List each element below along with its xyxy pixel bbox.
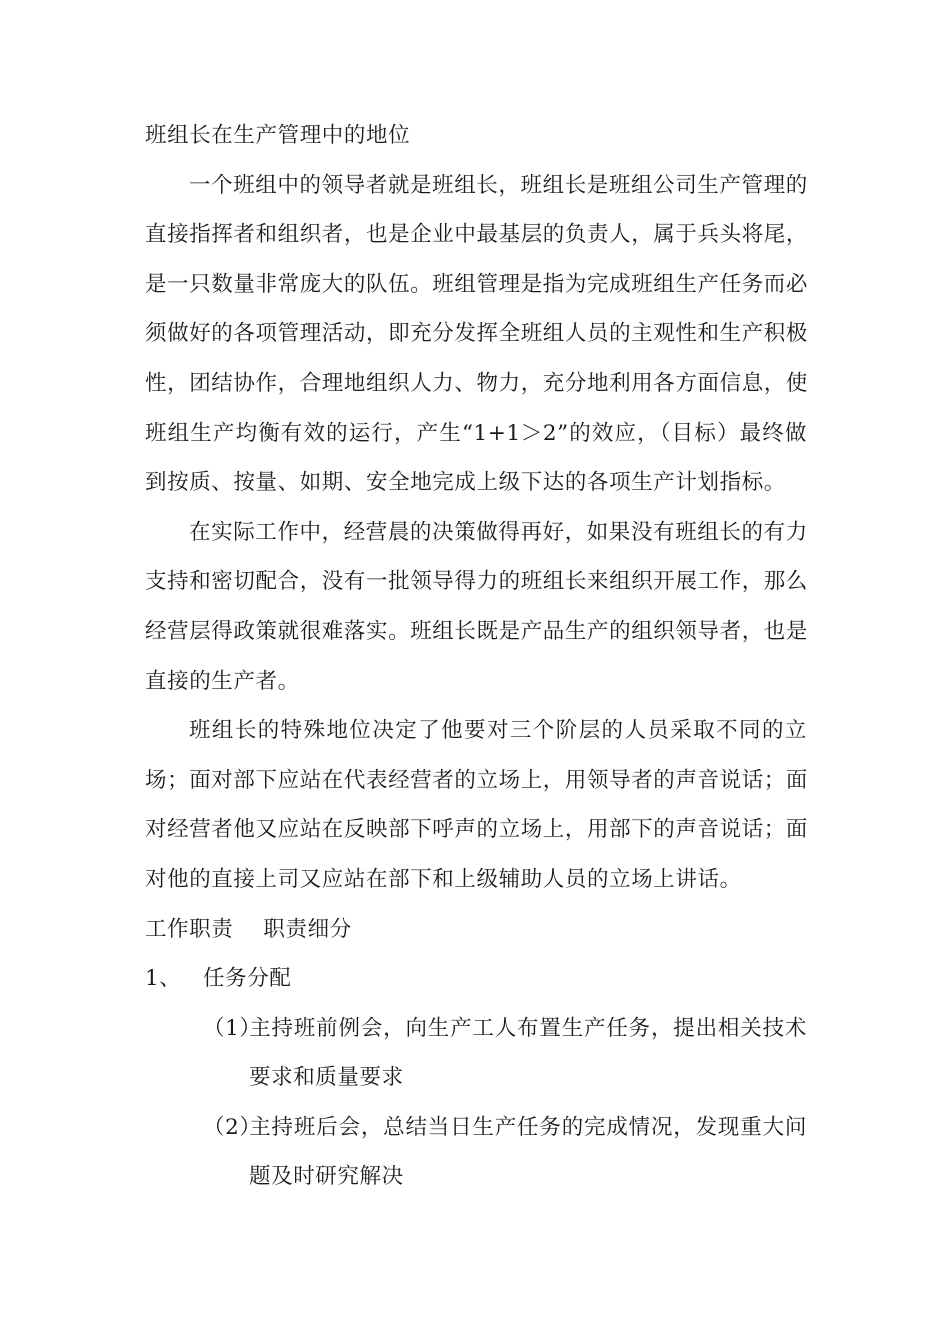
subitem-continuation: 题及时研究解决 [249, 1164, 404, 1190]
subitem-text: 主持班前例会，向生产工人布置生产任务，提出相关技术 [249, 1015, 807, 1041]
paragraph-line: 场；面对部下应站在代表经营者的立场上，用领导者的声音说话；面 [145, 767, 809, 793]
duty-subitem [145, 1004, 807, 1054]
paragraph-line: 直接的生产者。 [145, 668, 300, 694]
paragraph-1 [145, 161, 807, 508]
paragraph-line: 对经营者他又应站在反映部下呼声的立场上，用部下的声音说话；面 [145, 817, 809, 843]
paragraph-line: 须做好的各项管理活动，即充分发挥全班组人员的主观性和生产积极 [145, 321, 809, 347]
paragraph-3 [145, 706, 807, 904]
document-page [145, 111, 807, 1202]
duty-item-number: 1、 [145, 966, 182, 992]
paragraph-line: 一个班组中的领导者就是班组长，班组长是班组公司生产管理的 [189, 172, 808, 198]
duty-subitem [145, 1103, 807, 1153]
paragraph-line: 经营层得政策就很难落实。班组长既是产品生产的组织领导者，也是 [145, 618, 809, 644]
duty-item [145, 954, 807, 1004]
subitem-text: 主持班后会，总结当日生产任务的完成情况，发现重大问 [249, 1114, 807, 1140]
paragraph-line: 到按质、按量、如期、安全地完成上级下达的各项生产计划指标。 [145, 470, 786, 496]
duties-column-label: 工作职责 [145, 916, 234, 942]
paragraph-line: 班组长的特殊地位决定了他要对三个阶层的人员采取不同的立 [189, 718, 807, 744]
paragraph-2 [145, 508, 807, 706]
paragraph-line: 支持和密切配合，没有一批领导得力的班组长来组织开展工作，那么 [145, 569, 809, 595]
document-title: 班组长在生产管理中的地位 [145, 123, 411, 148]
paragraph-line: 在实际工作中，经营晨的决策做得再好，如果没有班组长的有力 [189, 519, 808, 545]
duty-item-label: 任务分配 [203, 966, 292, 992]
duties-detail-label: 职责细分 [263, 916, 352, 942]
paragraph-line: 班组生产均衡有效的运行，产生“1+1＞2”的效应，（目标）最终做 [145, 420, 807, 446]
paragraph-line: 是一只数量非常庞大的队伍。班组管理是指为完成班组生产任务而必 [145, 271, 809, 297]
subitem-continuation: 要求和质量要求 [249, 1065, 404, 1091]
paragraph-line: 直接指挥者和组织者，也是企业中最基层的负责人，属于兵头将尾， [145, 222, 809, 248]
duties-header [145, 905, 807, 955]
subitem-number: （2） [203, 1114, 262, 1140]
paragraph-line: 性，团结协作，合理地组织人力、物力，充分地利用各方面信息，使 [145, 370, 809, 396]
paragraph-line: 对他的直接上司又应站在部下和上级辅助人员的立场上讲话。 [145, 866, 742, 892]
subitem-number: （1） [203, 1015, 262, 1041]
